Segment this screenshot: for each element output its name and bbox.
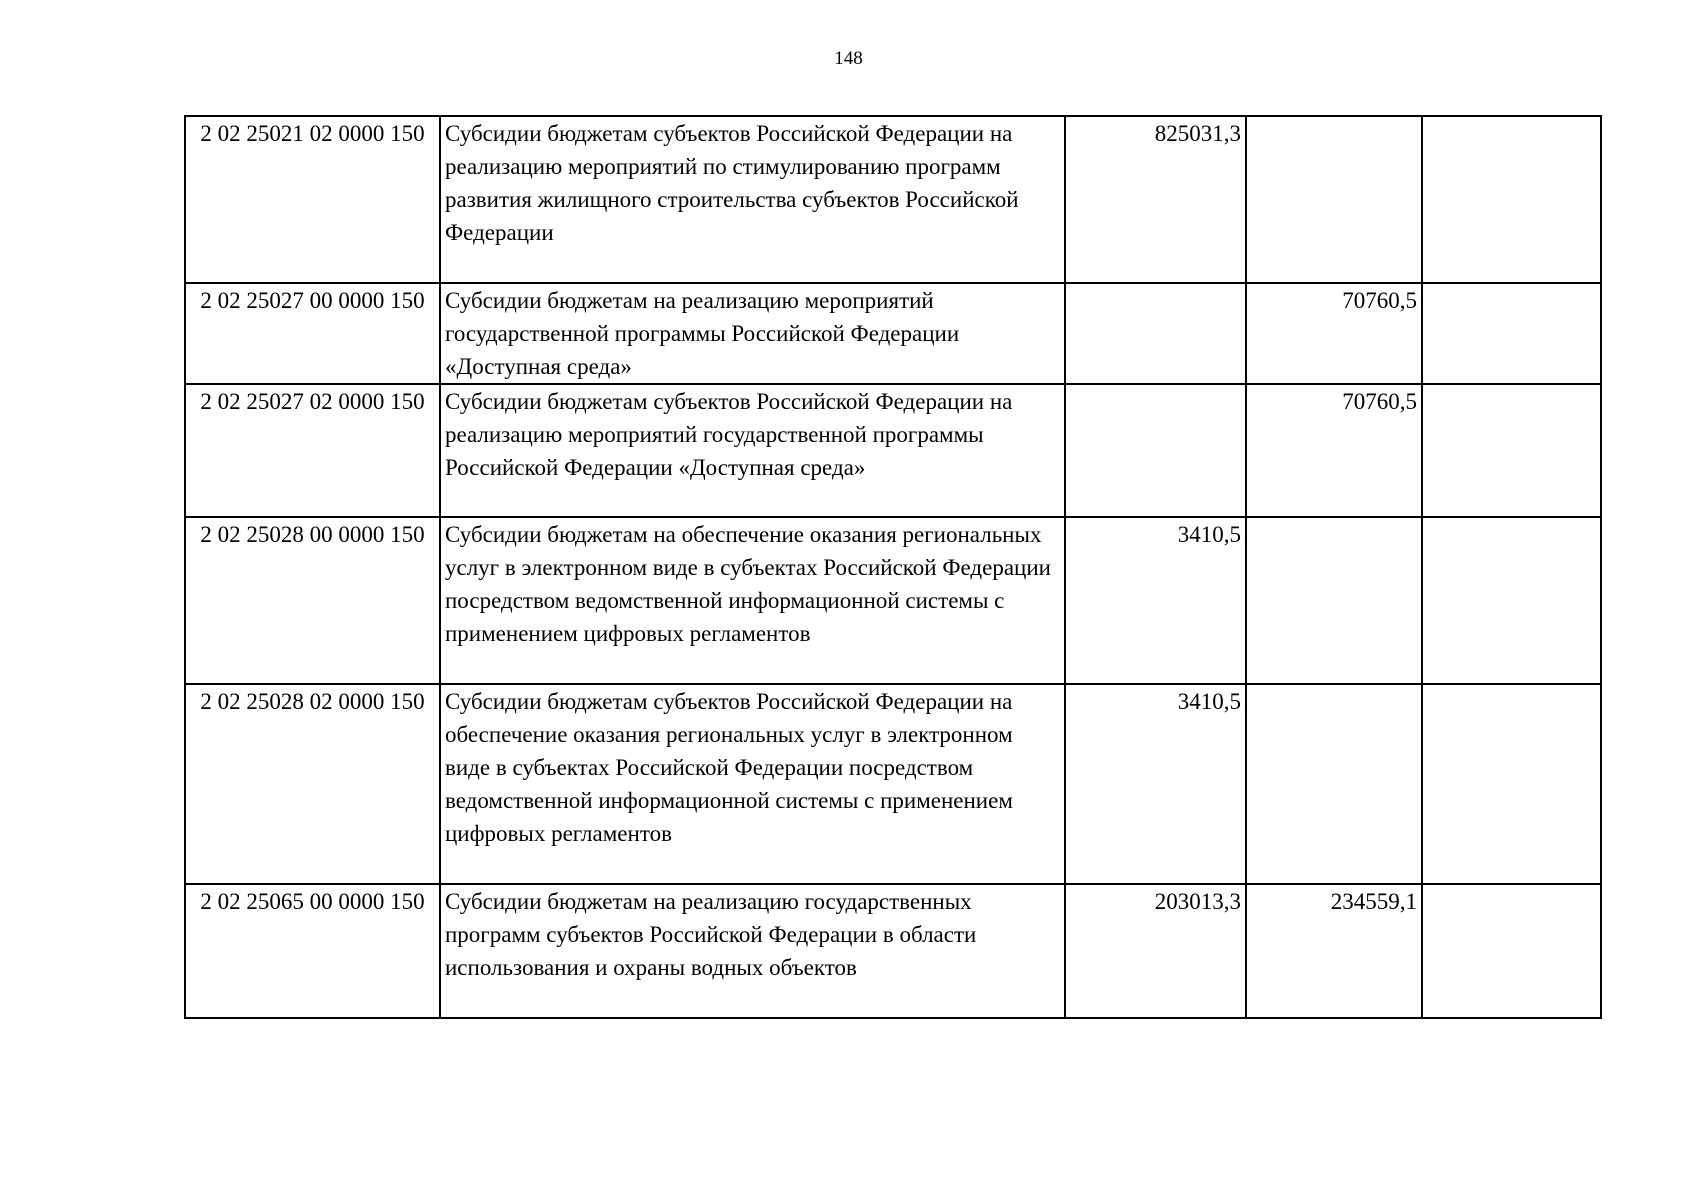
row-value-3: [1422, 884, 1601, 1018]
row-code: 2 02 25028 00 0000 150: [185, 517, 440, 684]
row-description: Субсидии бюджетам на обеспечение оказания региональных услуг в электронном виде в субъектах Российской Федерации посредством ведомственной информационной системы с применением цифровых регламентов: [440, 517, 1065, 684]
row-value-3: [1422, 116, 1601, 283]
table-row: [185, 116, 1601, 283]
row-value-1: 203013,3: [1065, 884, 1246, 1018]
row-description: Субсидии бюджетам субъектов Российской Федерации на обеспечение оказания региональных услуг в электронном виде в субъектах Российской Федерации посредством ведомственной информационной системы с применением цифровых регламентов: [440, 684, 1065, 884]
row-value-1: 3410,5: [1065, 684, 1246, 884]
row-value-2: [1246, 116, 1422, 283]
row-value-3: [1422, 517, 1601, 684]
table-row: [185, 884, 1601, 1018]
row-value-1: [1065, 384, 1246, 517]
table-row: [185, 384, 1601, 517]
row-value-2: 70760,5: [1246, 384, 1422, 517]
row-description: Субсидии бюджетам на реализацию государственных программ субъектов Российской Федерации в области использования и охраны водных объектов: [440, 884, 1065, 1018]
row-code: 2 02 25027 02 0000 150: [185, 384, 440, 517]
row-value-1: [1065, 283, 1246, 384]
budget-table: [184, 115, 1602, 1019]
row-description: Субсидии бюджетам субъектов Российской Федерации на реализацию мероприятий государственной программы Российской Федерации «Доступная среда»: [440, 384, 1065, 517]
row-value-2: 234559,1: [1246, 884, 1422, 1018]
row-code: 2 02 25021 02 0000 150: [185, 116, 440, 283]
row-value-2: [1246, 684, 1422, 884]
row-value-1: 825031,3: [1065, 116, 1246, 283]
row-value-3: [1422, 684, 1601, 884]
table-row: [185, 517, 1601, 684]
row-code: 2 02 25027 00 0000 150: [185, 283, 440, 384]
table-row: [185, 684, 1601, 884]
row-value-1: 3410,5: [1065, 517, 1246, 684]
row-description: Субсидии бюджетам субъектов Российской Федерации на реализацию мероприятий по стимулированию программ развития жилищного строительства субъектов Российской Федерации: [440, 116, 1065, 283]
table-row: [185, 283, 1601, 384]
page-number: 148: [834, 48, 863, 69]
row-value-2: [1246, 517, 1422, 684]
row-code: 2 02 25065 00 0000 150: [185, 884, 440, 1018]
row-description: Субсидии бюджетам на реализацию мероприятий государственной программы Российской Федерации «Доступная среда»: [440, 283, 1065, 384]
row-value-2: 70760,5: [1246, 283, 1422, 384]
row-value-3: [1422, 384, 1601, 517]
row-code: 2 02 25028 02 0000 150: [185, 684, 440, 884]
row-value-3: [1422, 283, 1601, 384]
